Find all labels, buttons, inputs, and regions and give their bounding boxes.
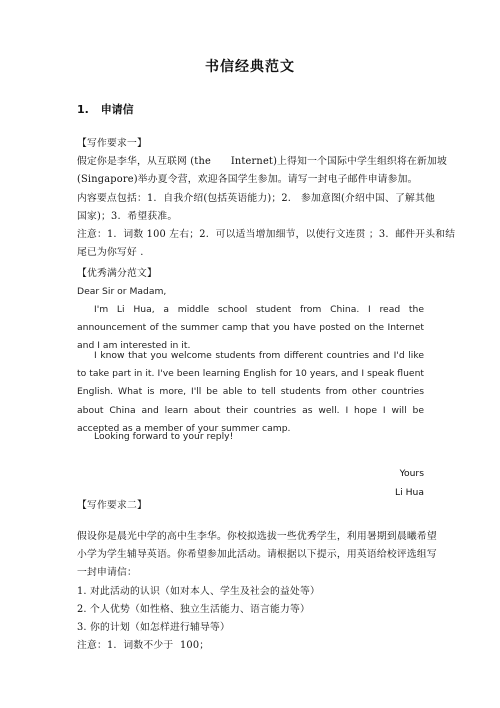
section-number: 1. <box>77 103 89 116</box>
requirement-two-line: 一封申请信： <box>77 567 137 579</box>
requirement-one-line: 内容要点包括：1. 自我介绍(包括英语能力)；2. 参加意图(介绍中国、了解其他 <box>77 192 436 204</box>
requirement-one-line: (Singapore)举办夏令营，欢迎各国学生参加。请写一封电子邮件申请参加。 <box>77 174 418 186</box>
requirement-two-line: 2. 个人优势（如性格、独立生活能力、语言能力等） <box>77 603 310 615</box>
requirement-one-label: 【写作要求一】 <box>77 138 147 149</box>
requirement-one-line: 假定你是李华，从互联网 (the Internet)上得知一个国际中学生组织将在新加坡 <box>77 156 448 168</box>
section-heading <box>77 101 134 117</box>
requirement-one-line: 尾已为你写好 . <box>77 247 144 259</box>
document-title: 书信经典范文 <box>205 59 295 75</box>
requirement-two-line: 注意：1. 词数不少于 100； <box>77 640 210 652</box>
requirement-one-line: 国家)；3. 希望获准。 <box>77 210 178 222</box>
section-name: 申请信 <box>100 103 134 116</box>
requirement-two-line: 1. 对此活动的认识（如对本人、学生及社会的益处等） <box>77 585 320 597</box>
salutation: Dear Sir or Madam, <box>77 286 167 297</box>
requirement-one-line: 注意：1. 词数 100 左右；2. 可以适当增加细节，以使行文连贯 ；3. 邮件开头和结 <box>77 229 456 241</box>
requirement-two <box>77 528 437 655</box>
letter-signature: Li Hua <box>395 487 424 498</box>
requirement-one <box>77 135 456 262</box>
requirement-two-line: 小学为学生辅导英语。你希望参加此活动。请根据以下提示，用英语给校评选组写 <box>77 549 437 561</box>
sample-essay-label: 【优秀满分范文】 <box>77 268 157 279</box>
letter-closing: Yours <box>399 468 424 479</box>
requirement-two-line: 3. 你的计划（如怎样进行辅导等） <box>77 622 231 634</box>
requirement-two-line: 假设你是晨光中学的高中生李华。你校拟选拔一些优秀学生，利用暑期到晨曦希望 <box>77 531 437 542</box>
essay-paragraph: I know that you welcome students from different countries and I'd like to take part in it. I've been learning English for 10 years, and I speak fluent English. What is more, I'll be able to tell students from other countries about China and learn about their countries as well. I hope I will be accepted as a member of your summer camp. <box>77 350 424 434</box>
essay-paragraph: Looking forward to your reply! <box>94 431 234 442</box>
essay-paragraph: I'm Li Hua, a middle school student from China. I read the announcement of the summer camp that you have posted on the Internet and I am interested in it. <box>77 304 424 352</box>
requirement-two-label: 【写作要求二】 <box>77 500 147 511</box>
